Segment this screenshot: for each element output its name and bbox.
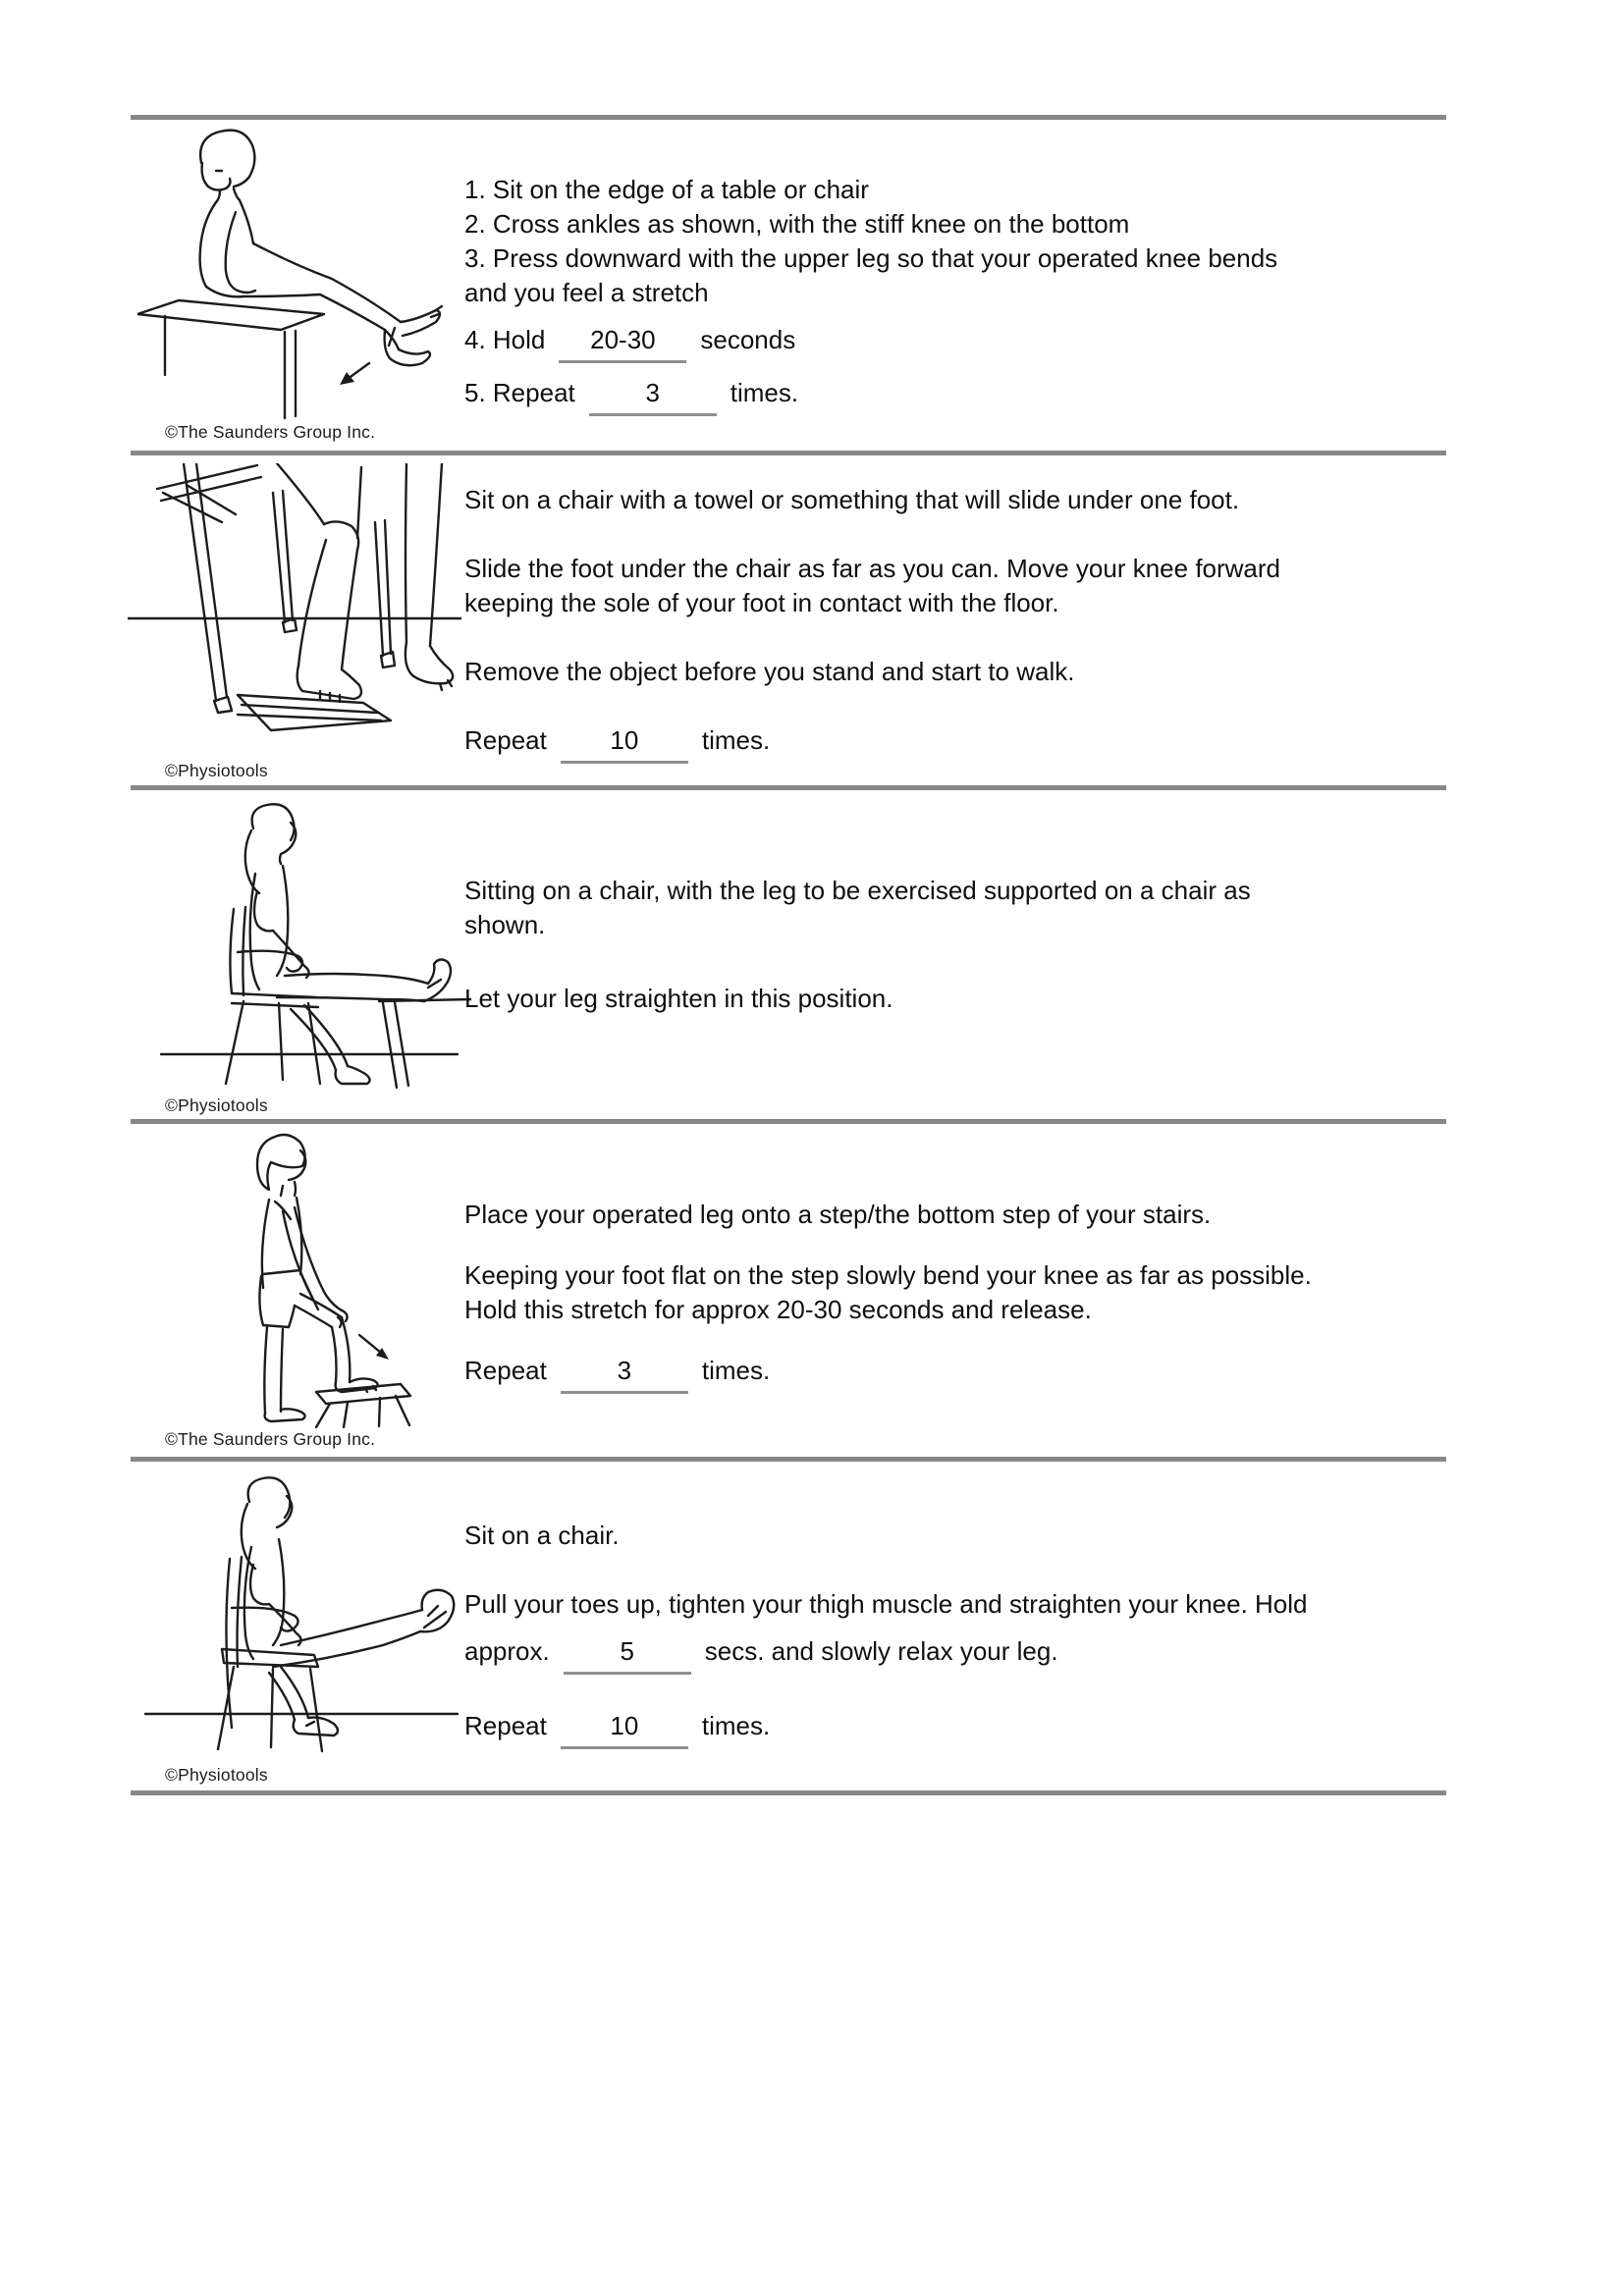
hold-unit: seconds (700, 325, 796, 354)
text-line: Hold this stretch for approx 20-30 seconds and release. (464, 1295, 1092, 1324)
exercise-1-illustration (137, 128, 461, 427)
repeat-row (464, 1709, 1451, 1749)
credit-physiotools: ©Physiotools (165, 1095, 268, 1115)
repeat-value-blank: 10 (561, 723, 688, 764)
section-divider (131, 785, 1446, 790)
paragraph (464, 1519, 1451, 1553)
paragraph (464, 1198, 1451, 1232)
repeat-unit: times. (701, 725, 771, 755)
repeat-unit: times. (730, 378, 799, 407)
step-line: and you feel a stretch (464, 278, 709, 307)
repeat-unit: times. (701, 1711, 771, 1740)
paragraph (464, 982, 1451, 1016)
text-line: Sit on a chair. (464, 1521, 620, 1550)
credit-physiotools: ©Physiotools (165, 1765, 268, 1785)
section-divider (131, 451, 1446, 455)
leg-supported-on-chair-drawing (147, 799, 471, 1092)
section-divider (131, 1790, 1446, 1795)
repeat-label: Repeat (464, 1711, 547, 1740)
exercise-3-illustration (147, 799, 471, 1096)
step-line: 3. Press downward with the upper leg so that your operated knee bends (464, 243, 1278, 273)
text-line: Keeping your foot flat on the step slowly bend your knee as far as possible. (464, 1260, 1312, 1290)
exercise-2-illustration (128, 463, 461, 758)
repeat-row (464, 1354, 1451, 1394)
exercise-5-instructions (464, 1519, 1451, 1749)
exercise-1-instructions (464, 173, 1451, 416)
text-line: Pull your toes up, tighten your thigh muscle and straighten your knee. Hold (464, 1589, 1308, 1619)
repeat-label: 5. Repeat (464, 378, 575, 407)
sit-table-cross-ankles-drawing (137, 128, 461, 422)
hold-label: 4. Hold (464, 325, 546, 354)
hold-row (464, 323, 1451, 363)
foot-on-step-stool-drawing (157, 1129, 461, 1428)
hold-value-blank: 5 (564, 1634, 691, 1675)
step-line: 2. Cross ankles as shown, with the stiff knee on the bottom (464, 209, 1130, 239)
paragraph (464, 483, 1451, 517)
hold-value-blank: 20-30 (559, 323, 686, 363)
straighten-knee-seated-drawing (137, 1470, 466, 1760)
text-line: Place your operated leg onto a step/the bottom step of your stairs. (464, 1200, 1212, 1229)
section-divider (131, 1119, 1446, 1124)
credit-physiotools: ©Physiotools (165, 761, 268, 780)
text-line: Sitting on a chair, with the leg to be exercised supported on a chair as (464, 876, 1251, 905)
repeat-row (464, 376, 1451, 416)
text-line: Remove the object before you stand and start to walk. (464, 657, 1075, 686)
paragraph (464, 1258, 1451, 1327)
repeat-row (464, 723, 1451, 764)
hold-label: approx. (464, 1636, 550, 1666)
exercise-4-illustration (157, 1129, 461, 1433)
hold-unit: secs. and slowly relax your leg. (704, 1636, 1058, 1666)
section-divider (131, 1457, 1446, 1462)
step-line: 1. Sit on the edge of a table or chair (464, 175, 869, 204)
text-line: Sit on a chair with a towel or something that will slide under one foot. (464, 485, 1240, 514)
repeat-value-blank: 3 (589, 376, 717, 416)
exercise-3-instructions (464, 874, 1451, 1050)
repeat-label: Repeat (464, 1356, 547, 1385)
repeat-value-blank: 10 (561, 1709, 688, 1749)
text-line: Slide the foot under the chair as far as you can. Move your knee forward (464, 554, 1281, 583)
repeat-label: Repeat (464, 725, 547, 755)
text-line: keeping the sole of your foot in contact with the floor. (464, 588, 1059, 617)
exercise-4-instructions (464, 1198, 1451, 1394)
foot-on-towel-drawing (128, 463, 461, 753)
paragraph (464, 655, 1451, 689)
section-divider (131, 115, 1446, 120)
paragraph (464, 552, 1451, 620)
paragraph (464, 1587, 1451, 1675)
text-line: shown. (464, 910, 546, 939)
repeat-unit: times. (701, 1356, 771, 1385)
credit-saunders: ©The Saunders Group Inc. (165, 422, 376, 442)
hold-row (464, 1634, 1451, 1675)
exercise-5-illustration (137, 1470, 466, 1765)
text-line: Let your leg straighten in this position. (464, 984, 893, 1013)
paragraph (464, 874, 1451, 942)
exercise-2-instructions (464, 483, 1451, 764)
repeat-value-blank: 3 (561, 1354, 688, 1394)
credit-saunders: ©The Saunders Group Inc. (165, 1429, 376, 1449)
